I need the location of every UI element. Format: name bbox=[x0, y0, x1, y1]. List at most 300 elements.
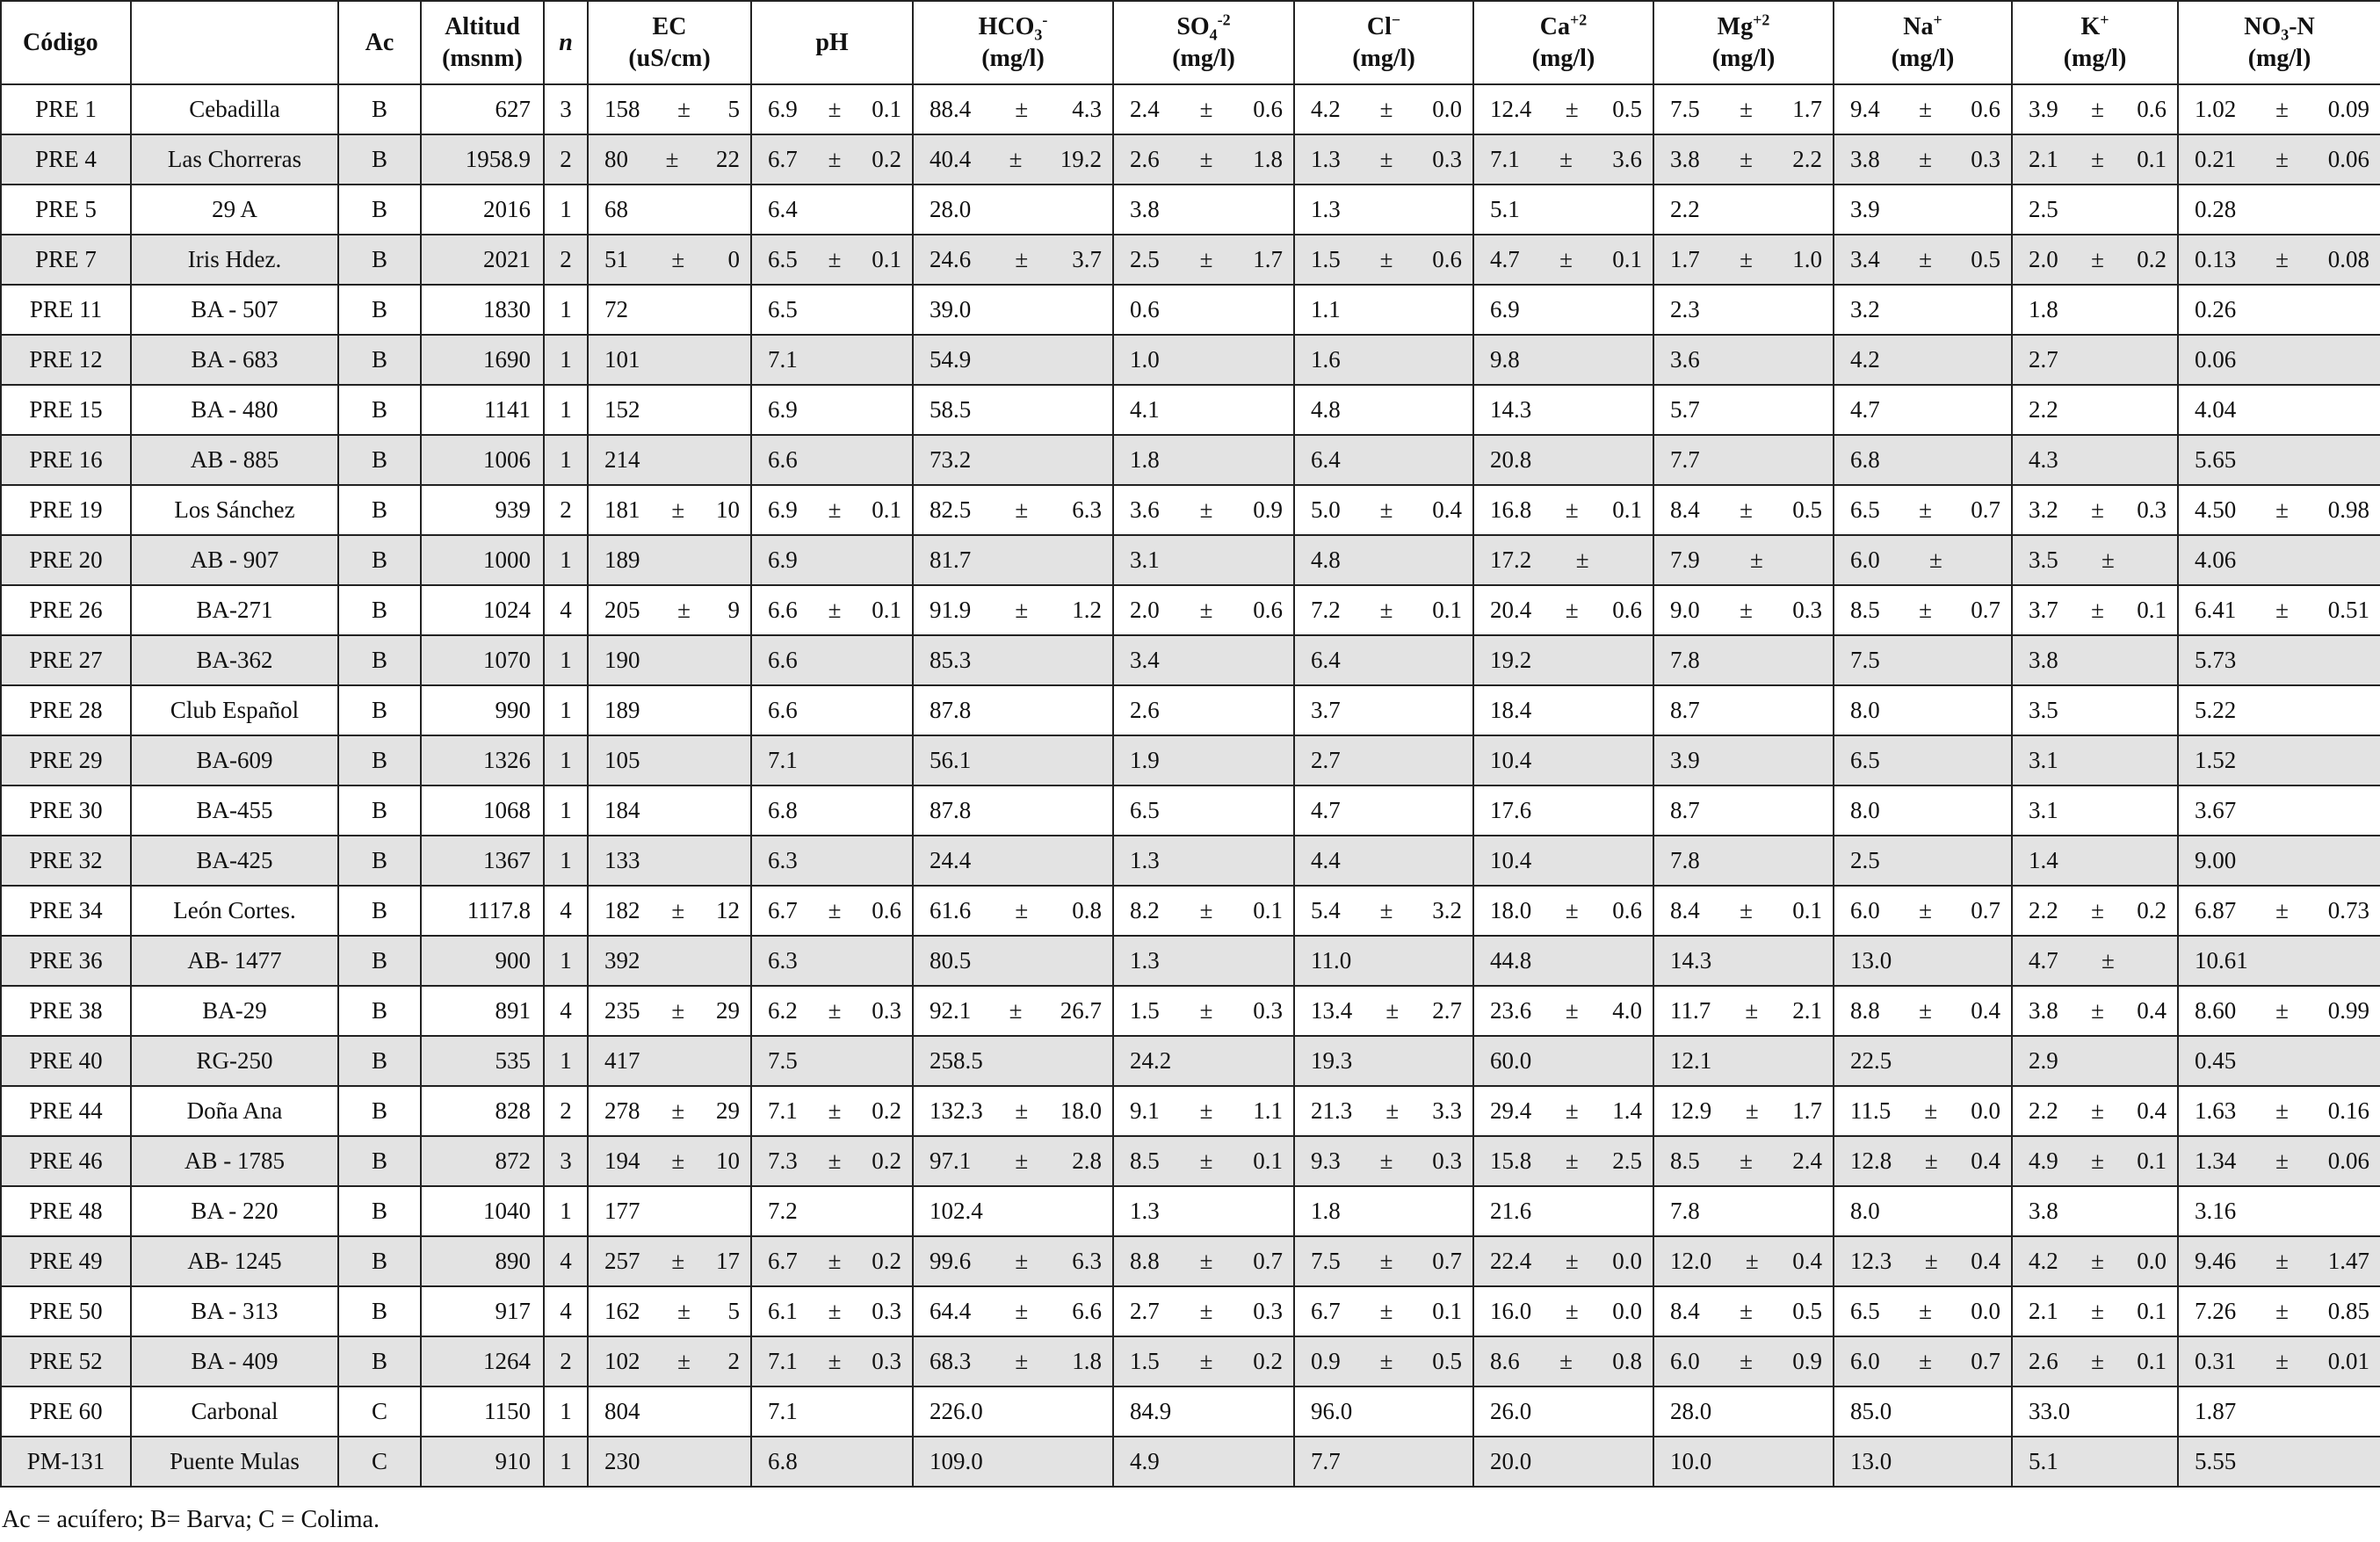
cell-ph bbox=[751, 585, 913, 635]
cell-cl bbox=[1294, 836, 1473, 886]
cell-n: 1 bbox=[544, 685, 588, 735]
plus-minus-sign: ± bbox=[671, 997, 685, 1024]
value-sd: 3.7 bbox=[1072, 246, 1102, 272]
cell-name: AB - 1785 bbox=[131, 1136, 338, 1186]
plus-minus-sign: ± bbox=[1199, 1147, 1213, 1174]
cell-code: PRE 5 bbox=[1, 185, 131, 235]
value-mean: 152 bbox=[604, 396, 640, 423]
value-mean: 12.4 bbox=[1490, 96, 1532, 122]
cell-so4 bbox=[1113, 235, 1294, 285]
cell-so4 bbox=[1113, 385, 1294, 435]
cell-ca bbox=[1473, 435, 1653, 485]
cell-na bbox=[1834, 385, 2012, 435]
table-row bbox=[1, 1336, 2380, 1386]
value-mean: 8.4 bbox=[1670, 1298, 1700, 1324]
cell-no3 bbox=[2178, 936, 2380, 986]
plus-minus-sign: ± bbox=[2275, 897, 2289, 923]
table-row bbox=[1, 1236, 2380, 1286]
cell-k bbox=[2012, 1286, 2178, 1336]
cell-code: PRE 26 bbox=[1, 585, 131, 635]
plus-minus-sign: ± bbox=[1919, 496, 1932, 523]
cell-code: PRE 60 bbox=[1, 1386, 131, 1437]
cell-name: Club Español bbox=[131, 685, 338, 735]
plus-minus-sign: ± bbox=[2091, 597, 2104, 623]
value-mean: 6.5 bbox=[1850, 496, 1880, 523]
plus-minus-sign: ± bbox=[671, 246, 685, 272]
cell-code: PRE 1 bbox=[1, 84, 131, 134]
value-mean: 189 bbox=[604, 697, 640, 723]
value-mean: 105 bbox=[604, 747, 640, 773]
value-sd: 1.8 bbox=[1072, 1348, 1102, 1374]
cell-ec bbox=[588, 84, 751, 134]
plus-minus-sign: ± bbox=[1015, 496, 1029, 523]
value-mean: 3.8 bbox=[1670, 146, 1700, 172]
cell-na bbox=[1834, 685, 2012, 735]
value-mean: 88.4 bbox=[930, 96, 972, 122]
cell-hco3 bbox=[913, 1336, 1113, 1386]
cell-code: PRE 16 bbox=[1, 435, 131, 485]
cell-no3 bbox=[2178, 685, 2380, 735]
plus-minus-sign: ± bbox=[1379, 1248, 1393, 1274]
cell-na bbox=[1834, 1186, 2012, 1236]
value-mean: 182 bbox=[604, 897, 640, 923]
table-row bbox=[1, 886, 2380, 936]
value-mean: 7.1 bbox=[768, 747, 798, 773]
cell-code: PRE 7 bbox=[1, 235, 131, 285]
plus-minus-sign: ± bbox=[2091, 1248, 2104, 1274]
value-mean: 1.5 bbox=[1130, 997, 1160, 1024]
cell-ca bbox=[1473, 1437, 1653, 1487]
value-sd: 5 bbox=[727, 96, 740, 122]
value-mean: 101 bbox=[604, 346, 640, 373]
cell-cl bbox=[1294, 735, 1473, 785]
plus-minus-sign: ± bbox=[1385, 1097, 1400, 1124]
value-mean: 18.0 bbox=[1490, 897, 1532, 923]
cell-no3 bbox=[2178, 285, 2380, 335]
value-mean: 4.9 bbox=[1130, 1448, 1160, 1474]
cell-alt: 917 bbox=[421, 1286, 544, 1336]
value-mean: 7.8 bbox=[1670, 1198, 1700, 1224]
cell-na bbox=[1834, 185, 2012, 235]
cell-code: PRE 27 bbox=[1, 635, 131, 685]
plus-minus-sign: ± bbox=[1379, 246, 1393, 272]
cell-na bbox=[1834, 1086, 2012, 1136]
cell-hco3 bbox=[913, 485, 1113, 535]
cell-k bbox=[2012, 335, 2178, 385]
value-sd: 22 bbox=[716, 146, 740, 172]
value-sd: 0.1 bbox=[1253, 897, 1283, 923]
cell-mg bbox=[1653, 685, 1834, 735]
value-mean: 6.41 bbox=[2195, 597, 2237, 623]
cell-ca bbox=[1473, 685, 1653, 735]
value-mean: 133 bbox=[604, 847, 640, 873]
cell-ph bbox=[751, 535, 913, 585]
cell-ca bbox=[1473, 785, 1653, 836]
header-codigo: Código bbox=[1, 1, 131, 84]
value-mean: 9.1 bbox=[1130, 1097, 1160, 1124]
cell-no3 bbox=[2178, 1286, 2380, 1336]
cell-ph bbox=[751, 1036, 913, 1086]
value-mean: 6.7 bbox=[768, 1248, 798, 1274]
cell-no3 bbox=[2178, 1236, 2380, 1286]
cell-n: 1 bbox=[544, 535, 588, 585]
cell-ca bbox=[1473, 1086, 1653, 1136]
table-row bbox=[1, 1186, 2380, 1236]
value-mean: 6.7 bbox=[1311, 1298, 1341, 1324]
cell-k bbox=[2012, 435, 2178, 485]
value-mean: 2.7 bbox=[1130, 1298, 1160, 1324]
cell-name: BA-425 bbox=[131, 836, 338, 886]
cell-name: AB - 907 bbox=[131, 535, 338, 585]
cell-alt: 2021 bbox=[421, 235, 544, 285]
plus-minus-sign: ± bbox=[1919, 897, 1932, 923]
cell-na bbox=[1834, 485, 2012, 535]
value-mean: 214 bbox=[604, 446, 640, 473]
cell-mg bbox=[1653, 1286, 1834, 1336]
value-mean: 190 bbox=[604, 647, 640, 673]
cell-ca bbox=[1473, 1286, 1653, 1336]
cell-ac: B bbox=[338, 1186, 421, 1236]
cell-name: BA - 480 bbox=[131, 385, 338, 435]
cell-cl bbox=[1294, 685, 1473, 735]
value-mean: 1.0 bbox=[1130, 346, 1160, 373]
value-sd: 1.2 bbox=[1072, 597, 1102, 623]
value-mean: 2.0 bbox=[2029, 246, 2058, 272]
cell-cl bbox=[1294, 385, 1473, 435]
value-sd: 0.1 bbox=[2137, 1298, 2167, 1324]
cell-no3 bbox=[2178, 735, 2380, 785]
value-mean: 28.0 bbox=[1670, 1398, 1712, 1424]
value-mean: 1.3 bbox=[1130, 1198, 1160, 1224]
value-sd: 0.2 bbox=[872, 1147, 901, 1174]
cell-n: 1 bbox=[544, 435, 588, 485]
cell-name: BA - 220 bbox=[131, 1186, 338, 1236]
plus-minus-sign: ± bbox=[677, 96, 691, 122]
cell-no3 bbox=[2178, 986, 2380, 1036]
cell-k bbox=[2012, 785, 2178, 836]
value-mean: 392 bbox=[604, 947, 640, 974]
value-sd: 1.4 bbox=[1612, 1097, 1642, 1124]
value-mean: 8.7 bbox=[1670, 697, 1700, 723]
value-sd: 0.3 bbox=[872, 1298, 901, 1324]
plus-minus-sign: ± bbox=[2091, 1298, 2104, 1324]
value-mean: 1.8 bbox=[2029, 296, 2058, 322]
value-mean: 56.1 bbox=[930, 747, 972, 773]
plus-minus-sign: ± bbox=[2091, 897, 2104, 923]
cell-mg bbox=[1653, 1186, 1834, 1236]
cell-no3 bbox=[2178, 785, 2380, 836]
value-sd: 0.6 bbox=[872, 897, 901, 923]
cell-so4 bbox=[1113, 1336, 1294, 1386]
header-ac: Ac bbox=[338, 1, 421, 84]
cell-hco3 bbox=[913, 185, 1113, 235]
value-mean: 8.8 bbox=[1850, 997, 1880, 1024]
value-mean: 7.5 bbox=[1311, 1248, 1341, 1274]
cell-alt: 1830 bbox=[421, 285, 544, 335]
table-row bbox=[1, 986, 2380, 1036]
cell-so4 bbox=[1113, 535, 1294, 585]
cell-ec bbox=[588, 785, 751, 836]
table-row bbox=[1, 235, 2380, 285]
plus-minus-sign: ± bbox=[828, 1348, 842, 1374]
value-sd: 4.3 bbox=[1072, 96, 1102, 122]
table-row bbox=[1, 1437, 2380, 1487]
cell-alt: 890 bbox=[421, 1236, 544, 1286]
cell-mg bbox=[1653, 385, 1834, 435]
value-mean: 5.1 bbox=[1490, 196, 1520, 222]
value-sd: 0.7 bbox=[1971, 496, 2000, 523]
value-mean: 2.6 bbox=[2029, 1348, 2058, 1374]
cell-ca bbox=[1473, 84, 1653, 134]
value-sd: 0.7 bbox=[1432, 1248, 1462, 1274]
cell-mg bbox=[1653, 535, 1834, 585]
cell-so4 bbox=[1113, 685, 1294, 735]
cell-cl bbox=[1294, 585, 1473, 635]
value-mean: 189 bbox=[604, 547, 640, 573]
cell-alt: 1117.8 bbox=[421, 886, 544, 936]
value-mean: 3.67 bbox=[2195, 797, 2237, 823]
plus-minus-sign: ± bbox=[2275, 1298, 2289, 1324]
cell-n: 1 bbox=[544, 836, 588, 886]
value-mean: 1.4 bbox=[2029, 847, 2058, 873]
header-so4: $SO_4^{-2}$ (mg/l) bbox=[1113, 1, 1294, 84]
value-mean: 7.8 bbox=[1670, 847, 1700, 873]
cell-name: BA-362 bbox=[131, 635, 338, 685]
cell-code: PRE 38 bbox=[1, 986, 131, 1036]
cell-ac: B bbox=[338, 585, 421, 635]
value-mean: 1.5 bbox=[1311, 246, 1341, 272]
value-sd: 0.1 bbox=[2137, 1348, 2167, 1374]
plus-minus-sign: ± bbox=[828, 997, 842, 1024]
value-mean: 1.52 bbox=[2195, 747, 2237, 773]
cell-ec bbox=[588, 1386, 751, 1437]
value-sd: 2 bbox=[727, 1348, 740, 1374]
plus-minus-sign: ± bbox=[1015, 1248, 1029, 1274]
cell-ph bbox=[751, 435, 913, 485]
cell-alt: 891 bbox=[421, 986, 544, 1036]
cell-no3 bbox=[2178, 185, 2380, 235]
plus-minus-sign: ± bbox=[828, 246, 842, 272]
value-sd: 1.7 bbox=[1253, 246, 1283, 272]
cell-ph bbox=[751, 285, 913, 335]
value-mean: 8.5 bbox=[1670, 1147, 1700, 1174]
cell-k bbox=[2012, 1236, 2178, 1286]
value-mean: 6.6 bbox=[768, 697, 798, 723]
value-mean: 8.4 bbox=[1670, 496, 1700, 523]
value-sd: 6.3 bbox=[1072, 496, 1102, 523]
value-sd: 0.3 bbox=[872, 1348, 901, 1374]
cell-cl bbox=[1294, 235, 1473, 285]
value-sd: 0.0 bbox=[1432, 96, 1462, 122]
cell-ca bbox=[1473, 886, 1653, 936]
cell-so4 bbox=[1113, 1236, 1294, 1286]
cell-ca bbox=[1473, 134, 1653, 185]
cell-ac: B bbox=[338, 385, 421, 435]
value-mean: 162 bbox=[604, 1298, 640, 1324]
value-sd: 0.2 bbox=[872, 146, 901, 172]
cell-k bbox=[2012, 936, 2178, 986]
cell-no3 bbox=[2178, 1336, 2380, 1386]
plus-minus-sign: ± bbox=[1745, 1097, 1759, 1124]
cell-name: AB - 885 bbox=[131, 435, 338, 485]
cell-mg bbox=[1653, 1437, 1834, 1487]
value-sd: 2.4 bbox=[1792, 1147, 1822, 1174]
table-row bbox=[1, 585, 2380, 635]
value-mean: 184 bbox=[604, 797, 640, 823]
cell-ph bbox=[751, 1286, 913, 1336]
value-mean: 17.6 bbox=[1490, 797, 1532, 823]
cell-ph bbox=[751, 235, 913, 285]
value-mean: 3.8 bbox=[1850, 146, 1880, 172]
cell-hco3 bbox=[913, 1136, 1113, 1186]
value-sd: 0.06 bbox=[2327, 1147, 2369, 1174]
value-sd: 0.16 bbox=[2327, 1097, 2369, 1124]
table-row bbox=[1, 84, 2380, 134]
cell-k bbox=[2012, 84, 2178, 134]
value-mean: 804 bbox=[604, 1398, 640, 1424]
header-altitud: Altitud (msnm) bbox=[421, 1, 544, 84]
value-mean: 24.4 bbox=[930, 847, 972, 873]
value-mean: 84.9 bbox=[1130, 1398, 1172, 1424]
value-sd: 0.3 bbox=[872, 997, 901, 1024]
value-sd: 0.6 bbox=[1612, 597, 1642, 623]
table-row bbox=[1, 735, 2380, 785]
value-mean: 2.3 bbox=[1670, 296, 1700, 322]
value-mean: 8.5 bbox=[1130, 1147, 1160, 1174]
cell-name: Carbonal bbox=[131, 1386, 338, 1437]
value-mean: 39.0 bbox=[930, 296, 972, 322]
value-sd: 0.1 bbox=[1612, 246, 1642, 272]
value-sd: 0.3 bbox=[1792, 597, 1822, 623]
cell-na bbox=[1834, 836, 2012, 886]
cell-k bbox=[2012, 886, 2178, 936]
value-mean: 0.31 bbox=[2195, 1348, 2237, 1374]
cell-cl bbox=[1294, 134, 1473, 185]
value-mean: 6.5 bbox=[1850, 747, 1880, 773]
value-mean: 7.1 bbox=[1490, 146, 1520, 172]
value-mean: 18.4 bbox=[1490, 697, 1532, 723]
cell-cl bbox=[1294, 1386, 1473, 1437]
value-sd: 0.2 bbox=[2137, 246, 2167, 272]
cell-cl bbox=[1294, 785, 1473, 836]
value-mean: 6.3 bbox=[768, 847, 798, 873]
cell-alt: 910 bbox=[421, 1437, 544, 1487]
cell-ph bbox=[751, 185, 913, 235]
cell-hco3 bbox=[913, 635, 1113, 685]
plus-minus-sign: ± bbox=[677, 597, 691, 623]
plus-minus-sign: ± bbox=[1559, 246, 1573, 272]
cell-ac: B bbox=[338, 485, 421, 535]
value-mean: 16.8 bbox=[1490, 496, 1532, 523]
plus-minus-sign: ± bbox=[1199, 146, 1213, 172]
cell-no3 bbox=[2178, 585, 2380, 635]
value-sd: 0.2 bbox=[872, 1248, 901, 1274]
value-mean: 2.5 bbox=[1850, 847, 1880, 873]
value-mean: 12.3 bbox=[1850, 1248, 1892, 1274]
plus-minus-sign: ± bbox=[2275, 496, 2289, 523]
value-mean: 15.8 bbox=[1490, 1147, 1532, 1174]
plus-minus-sign: ± bbox=[1199, 1348, 1213, 1374]
cell-mg bbox=[1653, 1386, 1834, 1437]
value-mean: 5.65 bbox=[2195, 446, 2237, 473]
table-row bbox=[1, 785, 2380, 836]
plus-minus-sign: ± bbox=[2091, 496, 2104, 523]
cell-no3 bbox=[2178, 1036, 2380, 1086]
cell-code: PRE 52 bbox=[1, 1336, 131, 1386]
value-mean: 109.0 bbox=[930, 1448, 983, 1474]
plus-minus-sign: ± bbox=[1565, 1097, 1579, 1124]
value-mean: 1.02 bbox=[2195, 96, 2237, 122]
value-sd: 0.6 bbox=[1253, 597, 1283, 623]
cell-ac: B bbox=[338, 836, 421, 886]
cell-alt: 939 bbox=[421, 485, 544, 535]
cell-hco3 bbox=[913, 1036, 1113, 1086]
value-sd: 0.1 bbox=[2137, 597, 2167, 623]
cell-no3 bbox=[2178, 1386, 2380, 1437]
header-name bbox=[131, 1, 338, 84]
cell-hco3 bbox=[913, 84, 1113, 134]
value-sd: 0.1 bbox=[2137, 146, 2167, 172]
value-mean: 6.9 bbox=[768, 396, 798, 423]
value-sd: 0.5 bbox=[1792, 496, 1822, 523]
cell-ca bbox=[1473, 335, 1653, 385]
cell-n: 1 bbox=[544, 185, 588, 235]
value-mean: 194 bbox=[604, 1147, 640, 1174]
value-mean: 3.9 bbox=[1850, 196, 1880, 222]
cell-ac: B bbox=[338, 134, 421, 185]
cell-no3 bbox=[2178, 385, 2380, 435]
plus-minus-sign: ± bbox=[2091, 246, 2104, 272]
value-mean: 8.5 bbox=[1850, 597, 1880, 623]
cell-hco3 bbox=[913, 785, 1113, 836]
value-mean: 4.7 bbox=[1850, 396, 1880, 423]
value-sd: 0.5 bbox=[1971, 246, 2000, 272]
value-mean: 16.0 bbox=[1490, 1298, 1532, 1324]
cell-ca bbox=[1473, 1036, 1653, 1086]
value-mean: 2.6 bbox=[1130, 697, 1160, 723]
cell-mg bbox=[1653, 585, 1834, 635]
cell-no3 bbox=[2178, 335, 2380, 385]
cell-ph bbox=[751, 836, 913, 886]
plus-minus-sign: ± bbox=[677, 1298, 691, 1324]
cell-n: 4 bbox=[544, 886, 588, 936]
value-mean: 6.7 bbox=[768, 146, 798, 172]
value-mean: 22.5 bbox=[1850, 1047, 1892, 1074]
value-mean: 3.2 bbox=[1850, 296, 1880, 322]
value-sd: 18.0 bbox=[1060, 1097, 1102, 1124]
value-mean: 5.4 bbox=[1311, 897, 1341, 923]
plus-minus-sign: ± bbox=[1015, 597, 1029, 623]
value-sd: 0.51 bbox=[2327, 597, 2369, 623]
value-mean: 4.50 bbox=[2195, 496, 2237, 523]
cell-code: PRE 4 bbox=[1, 134, 131, 185]
cell-no3 bbox=[2178, 886, 2380, 936]
value-mean: 0.45 bbox=[2195, 1047, 2237, 1074]
cell-ec bbox=[588, 535, 751, 585]
cell-alt: 1326 bbox=[421, 735, 544, 785]
plus-minus-sign: ± bbox=[1379, 1348, 1393, 1374]
value-mean: 3.1 bbox=[1130, 547, 1160, 573]
plus-minus-sign: ± bbox=[1565, 496, 1579, 523]
cell-name: RG-250 bbox=[131, 1036, 338, 1086]
cell-ac: B bbox=[338, 285, 421, 335]
value-sd: 0.7 bbox=[1971, 1348, 2000, 1374]
value-mean: 73.2 bbox=[930, 446, 972, 473]
cell-ec bbox=[588, 886, 751, 936]
plus-minus-sign: ± bbox=[1565, 96, 1579, 122]
value-mean: 10.4 bbox=[1490, 847, 1532, 873]
cell-ac: B bbox=[338, 1336, 421, 1386]
